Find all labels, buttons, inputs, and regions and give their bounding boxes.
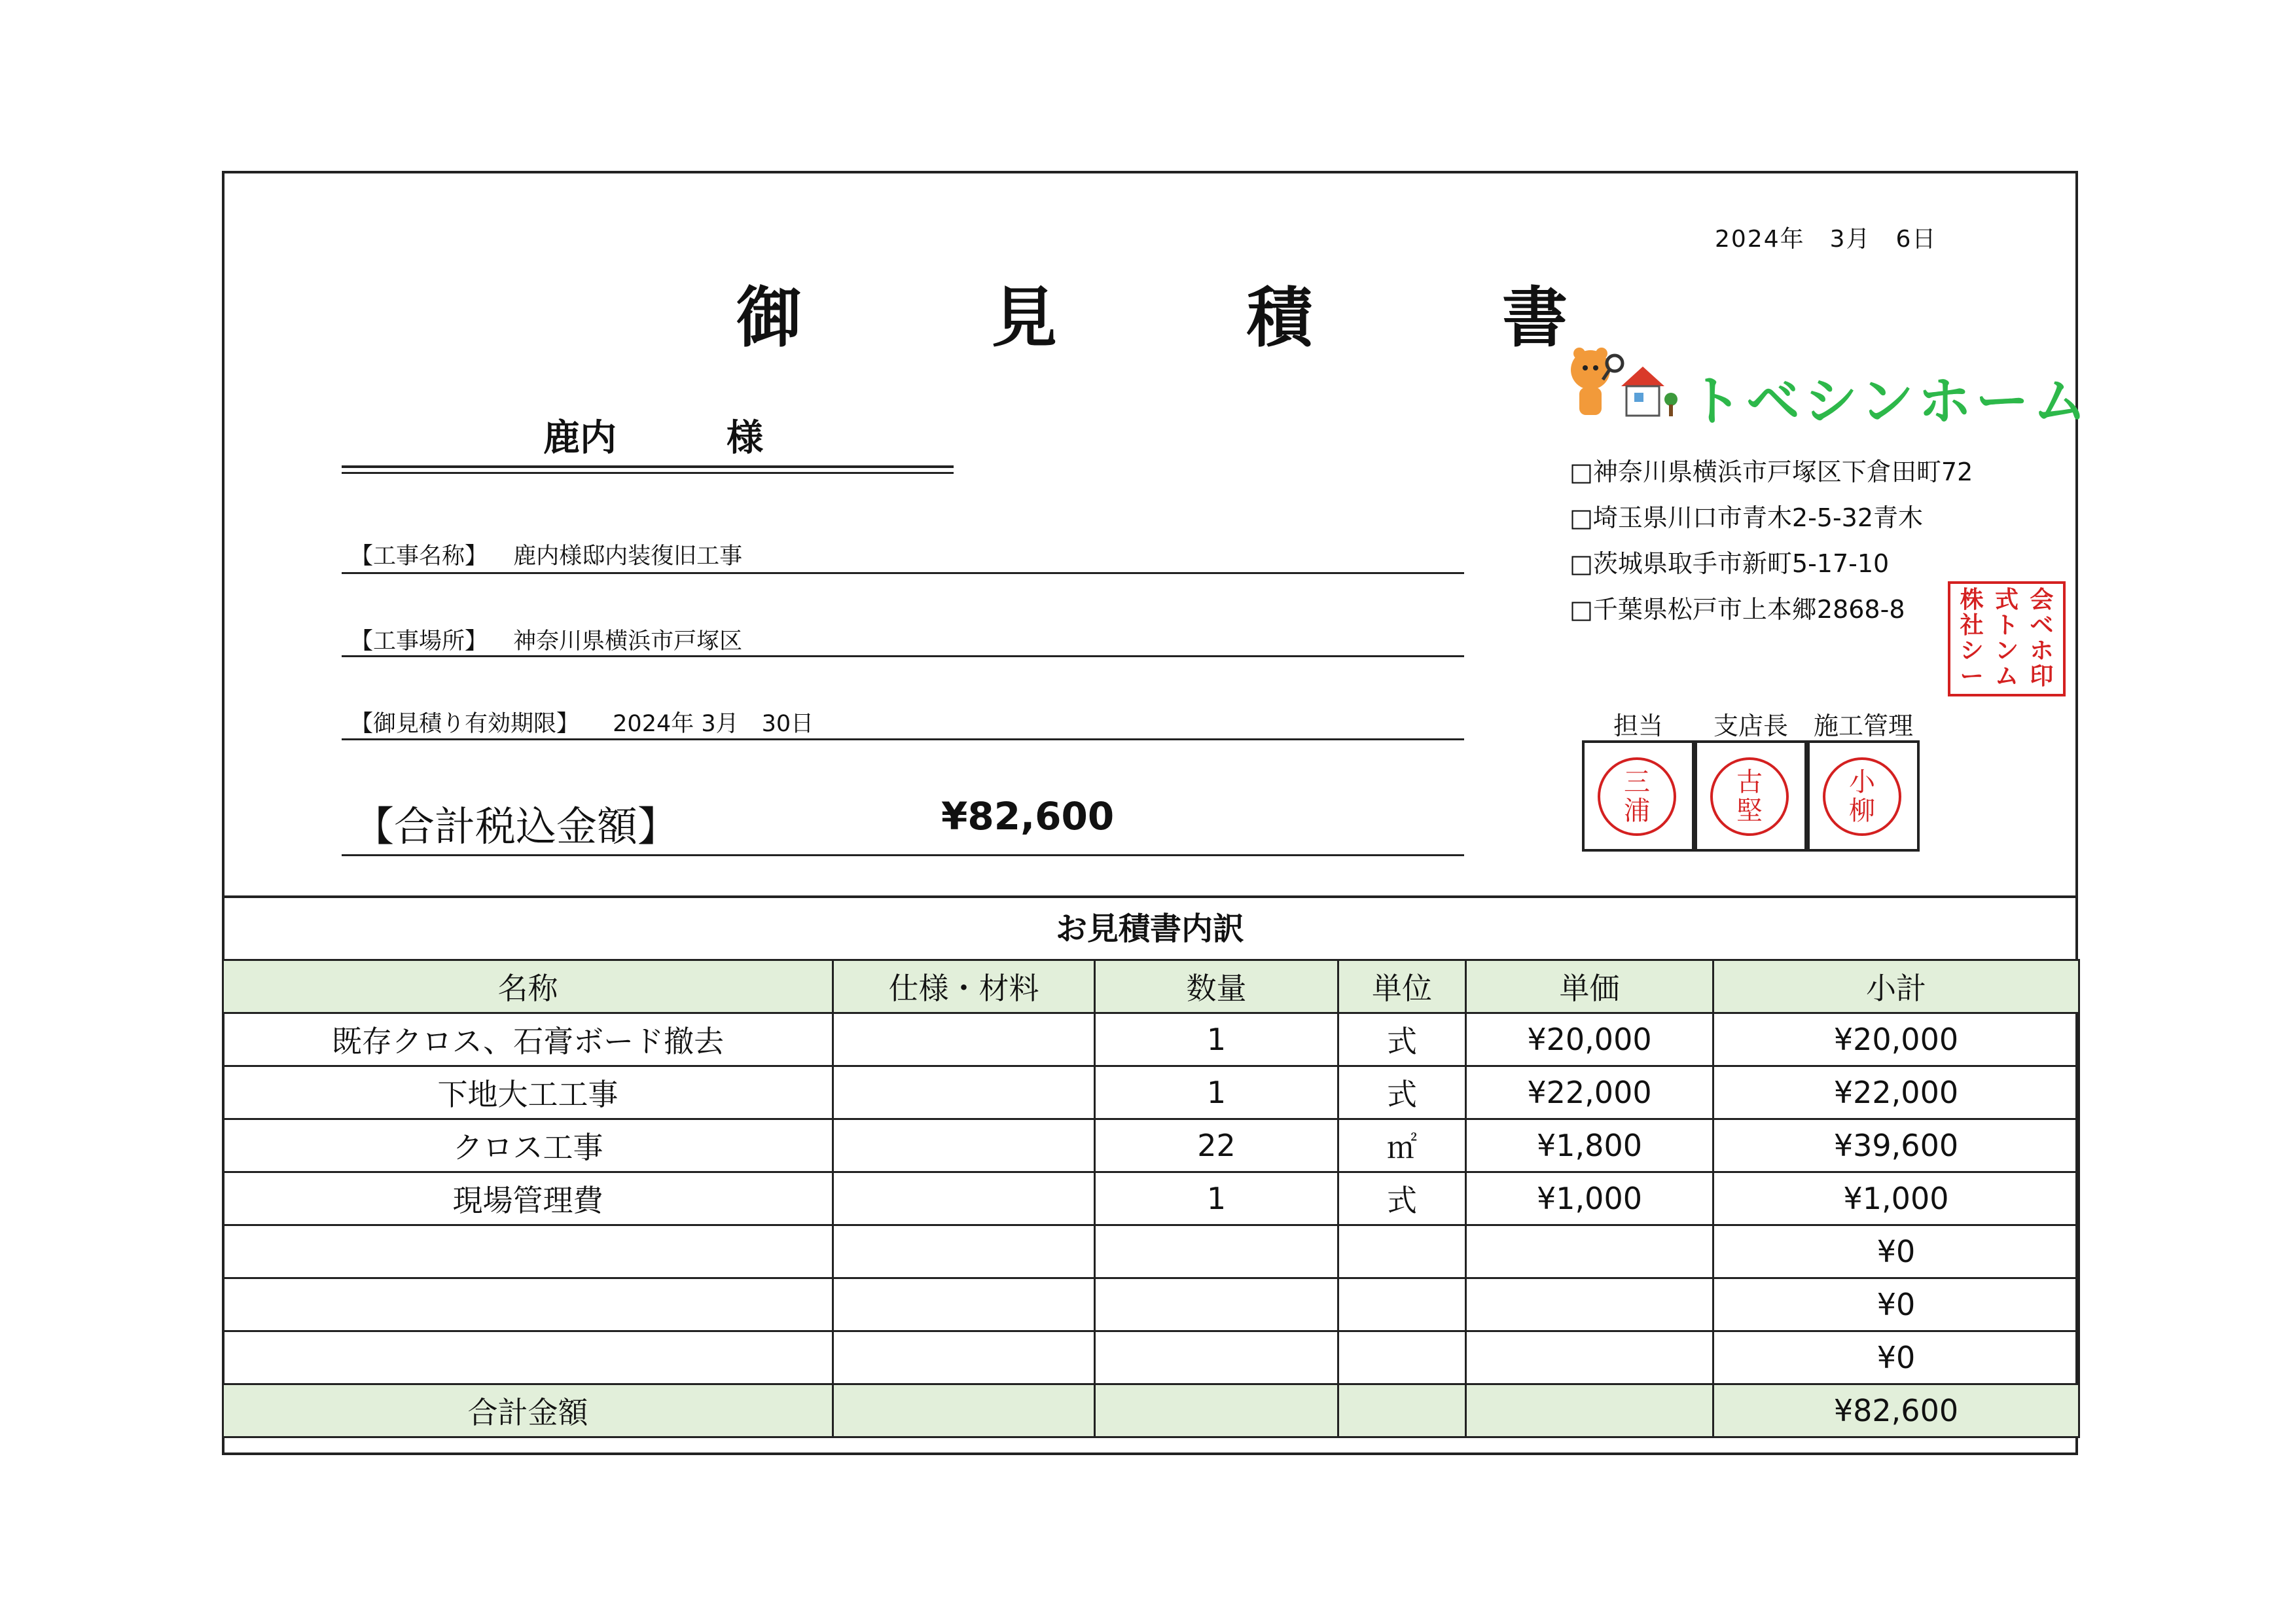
table-cell: [1095, 1225, 1338, 1278]
approval-seal: 三 浦: [1598, 757, 1676, 836]
table-cell: 既存クロス、石膏ボード撤去: [223, 1013, 833, 1066]
info-value: 2024年 3月 30日: [613, 711, 814, 737]
company-seal: 株 式 会 社 ト ベ シ ン ホ ー ム 印: [1948, 581, 2066, 696]
table-cell: [833, 1225, 1095, 1278]
table-cell: ¥82,600: [1713, 1384, 2079, 1437]
total-underline: [342, 854, 1464, 856]
table-cell: ¥1,800: [1466, 1119, 1713, 1172]
breakdown-table: [222, 959, 2080, 1438]
table-cell: ¥0: [1713, 1331, 2079, 1384]
table-row: [223, 1278, 2079, 1331]
table-cell: 式: [1338, 1013, 1466, 1066]
table-cell: [1338, 1331, 1466, 1384]
customer-name: 鹿内 様: [543, 417, 763, 460]
table-total-row: [223, 1384, 2079, 1437]
table-cell: [833, 1172, 1095, 1225]
grand-total-value: ¥82,600: [941, 794, 1115, 839]
mascot-house-icon: [1561, 340, 1679, 425]
info-label: 【工事名称】: [350, 543, 488, 569]
approval-box: [1807, 740, 1920, 852]
table-cell: ¥1,000: [1466, 1172, 1713, 1225]
column-header: 単位: [1338, 960, 1466, 1013]
table-cell: [833, 1278, 1095, 1331]
column-header: 単価: [1466, 960, 1713, 1013]
table-row: [223, 1225, 2079, 1278]
customer-underline: [342, 465, 954, 468]
column-header: 小計: [1713, 960, 2079, 1013]
approval-role: 施工管理: [1813, 712, 1913, 740]
column-header: 名称: [223, 960, 833, 1013]
table-cell: [223, 1331, 833, 1384]
table-header-row: [223, 960, 2079, 1013]
approval-role: 担当: [1613, 712, 1663, 740]
table-cell: [1466, 1331, 1713, 1384]
table-cell: [833, 1013, 1095, 1066]
info-underline: [342, 738, 1464, 740]
table-row: [223, 1331, 2079, 1384]
table-cell: [223, 1278, 833, 1331]
column-header: 数量: [1095, 960, 1338, 1013]
table-cell: 下地大工工事: [223, 1066, 833, 1119]
company-name: トベシンホーム: [1689, 370, 2090, 433]
table-cell: [1338, 1278, 1466, 1331]
info-value: 鹿内様邸内装復旧工事: [513, 543, 743, 569]
table-cell: [1466, 1278, 1713, 1331]
table-cell: [833, 1331, 1095, 1384]
company-address: □茨城県取手市新町5-17-10: [1570, 549, 1890, 578]
info-row-project: [350, 538, 742, 571]
table-cell: [1466, 1225, 1713, 1278]
customer-underline: [342, 472, 954, 474]
table-cell: [1338, 1225, 1466, 1278]
table-cell: [833, 1119, 1095, 1172]
column-header: 仕様・材料: [833, 960, 1095, 1013]
table-row: [223, 1066, 2079, 1119]
table-cell: ¥22,000: [1713, 1066, 2079, 1119]
table-cell: ¥0: [1713, 1225, 2079, 1278]
table-cell: [1466, 1384, 1713, 1437]
info-row-validity: [350, 706, 814, 738]
table-row: [223, 1172, 2079, 1225]
title-char: 御: [736, 280, 802, 356]
breakdown-title: お見積書内訳: [222, 895, 2078, 959]
table-row: [223, 1119, 2079, 1172]
table-cell: 1: [1095, 1066, 1338, 1119]
table-cell: ¥20,000: [1466, 1013, 1713, 1066]
table-cell: 式: [1338, 1066, 1466, 1119]
table-cell: [1095, 1384, 1338, 1437]
title-char: 書: [1502, 280, 1568, 356]
table-cell: クロス工事: [223, 1119, 833, 1172]
approval-role: 支店長: [1713, 712, 1788, 740]
table-cell: [1338, 1384, 1466, 1437]
info-underline: [342, 572, 1464, 574]
title-char: 見: [992, 280, 1057, 356]
approval-box: [1582, 740, 1695, 852]
info-underline: [342, 655, 1464, 657]
table-row: [223, 1013, 2079, 1066]
table-cell: [833, 1384, 1095, 1437]
approval-seal: 小 柳: [1823, 757, 1901, 836]
table-cell: [1095, 1278, 1338, 1331]
issue-date: 2024年 3月 6日: [1715, 226, 1937, 253]
table-cell: 1: [1095, 1013, 1338, 1066]
info-row-location: [350, 623, 742, 656]
table-cell: ¥1,000: [1713, 1172, 2079, 1225]
info-label: 【工事場所】: [350, 628, 488, 655]
table-cell: [1095, 1331, 1338, 1384]
table-cell: ¥20,000: [1713, 1013, 2079, 1066]
table-cell: 合計金額: [223, 1384, 833, 1437]
approval-box: [1695, 740, 1807, 852]
approval-seal: 古 堅: [1710, 757, 1789, 836]
table-cell: 現場管理費: [223, 1172, 833, 1225]
grand-total-label: 【合計税込金額】: [353, 803, 679, 850]
table-cell: 22: [1095, 1119, 1338, 1172]
table-cell: 式: [1338, 1172, 1466, 1225]
table-cell: [833, 1066, 1095, 1119]
company-address: □神奈川県横浜市戸塚区下倉田町72: [1570, 458, 1973, 486]
table-cell: ¥0: [1713, 1278, 2079, 1331]
company-address: □千葉県松戸市上本郷2868-8: [1570, 595, 1905, 624]
company-address: □埼玉県川口市青木2-5-32青木: [1570, 503, 1924, 532]
table-cell: 1: [1095, 1172, 1338, 1225]
company-logo: [1561, 340, 1679, 425]
table-cell: ¥39,600: [1713, 1119, 2079, 1172]
table-cell: ㎡: [1338, 1119, 1466, 1172]
info-value: 神奈川県横浜市戸塚区: [513, 628, 743, 655]
info-label: 【御見積り有効期限】: [350, 711, 580, 737]
title-char: 積: [1247, 280, 1312, 356]
table-cell: [223, 1225, 833, 1278]
table-cell: ¥22,000: [1466, 1066, 1713, 1119]
